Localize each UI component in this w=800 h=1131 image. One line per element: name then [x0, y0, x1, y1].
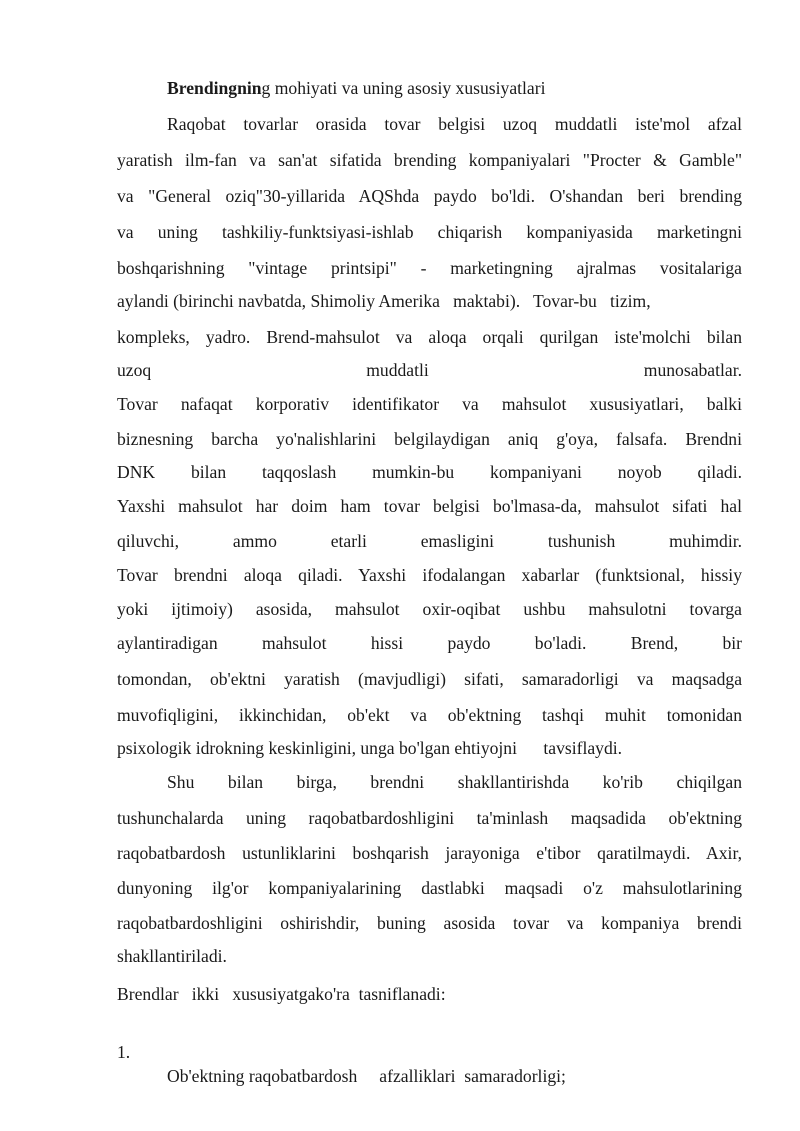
paragraph-line: Yaxshi mahsulot har doim ham tovar belgisi bo'lmasa-da, mahsulot sifati hal — [117, 496, 742, 516]
paragraph-line: Brendlar ikki xususiyatgako'ra tasniflanadi: — [117, 984, 446, 1004]
paragraph-line: tomondan, ob'ektni yaratish (mavjudligi) sifati, samaradorligi va maqsadga — [117, 669, 742, 689]
paragraph-line: Shu bilan birga, brendni shakllantirishda ko'rib chiqilgan — [167, 772, 742, 792]
paragraph-line: va uning tashkiliy-funktsiyasi-ishlab chiqarish kompaniyasida marketingni — [117, 222, 742, 242]
paragraph-line: qiluvchi, ammo etarli emasligini tushunish muhimdir. — [117, 531, 742, 551]
section-title-rest: g mohiyati va uning asosiy xususiyatlari — [261, 78, 546, 98]
list-item-number: 1. — [117, 1042, 131, 1062]
paragraph-line: uzoq muddatli munosabatlar. — [117, 360, 742, 380]
list-item-text: Ob'ektning raqobatbardosh afzalliklari samaradorligi; — [167, 1066, 566, 1086]
paragraph-line: tushunchalarda uning raqobatbardoshligini ta'minlash maqsadida ob'ektning — [117, 808, 742, 828]
paragraph-line: dunyoning ilg'or kompaniyalarining dastlabki maqsadi o'z mahsulotlarining — [117, 878, 742, 898]
paragraph-line: aylantiradigan mahsulot hissi paydo bo'ladi. Brend, bir — [117, 633, 742, 653]
paragraph-line: kompleks, yadro. Brend-mahsulot va aloqa orqali qurilgan iste'molchi bilan — [117, 327, 742, 347]
section-title-bold: Brendingnin — [167, 78, 262, 98]
paragraph-line: raqobatbardoshligini oshirishdir, buning asosida tovar va kompaniya brendi — [117, 913, 742, 933]
paragraph-line: va "General oziq"30-yillarida AQShda paydo bo'ldi. O'shandan beri brending — [117, 186, 742, 206]
paragraph-line: muvofiqligini, ikkinchidan, ob'ekt va ob'ektning tashqi muhit tomonidan — [117, 705, 742, 725]
paragraph-line: raqobatbardosh ustunliklarini boshqarish jarayoniga e'tibor qaratilmaydi. Axir, — [117, 843, 742, 863]
paragraph-line: yoki ijtimoiy) asosida, mahsulot oxir-oqibat ushbu mahsulotni tovarga — [117, 599, 742, 619]
paragraph-line: Raqobat tovarlar orasida tovar belgisi uzoq muddatli iste'mol afzal — [167, 114, 742, 134]
paragraph-line: Tovar brendni aloqa qiladi. Yaxshi ifodalangan xabarlar (funktsional, hissiy — [117, 565, 742, 585]
paragraph-line: Tovar nafaqat korporativ identifikator va mahsulot xususiyatlari, balki — [117, 394, 742, 414]
paragraph-line: biznesning barcha yo'nalishlarini belgilaydigan aniq g'oya, falsafa. Brendni — [117, 429, 742, 449]
paragraph-line: shakllantiriladi. — [117, 946, 227, 966]
paragraph-line: boshqarishning "vintage printsipi" - marketingning ajralmas vositalariga — [117, 258, 742, 278]
paragraph-line: DNK bilan taqqoslash mumkin-bu kompaniyani noyob qiladi. — [117, 462, 742, 482]
paragraph-line: psixologik idrokning keskinligini, unga bo'lgan ehtiyojni tavsiflaydi. — [117, 738, 623, 758]
list-item — [117, 1016, 742, 1086]
section-title — [167, 76, 742, 100]
paragraph-line: aylandi (birinchi navbatda, Shimoliy Amerika maktabi). Tovar-bu tizim, — [117, 291, 651, 311]
paragraph-line: yaratish ilm-fan va san'at sifatida brending kompaniyalari "Procter & Gamble" — [117, 150, 742, 170]
